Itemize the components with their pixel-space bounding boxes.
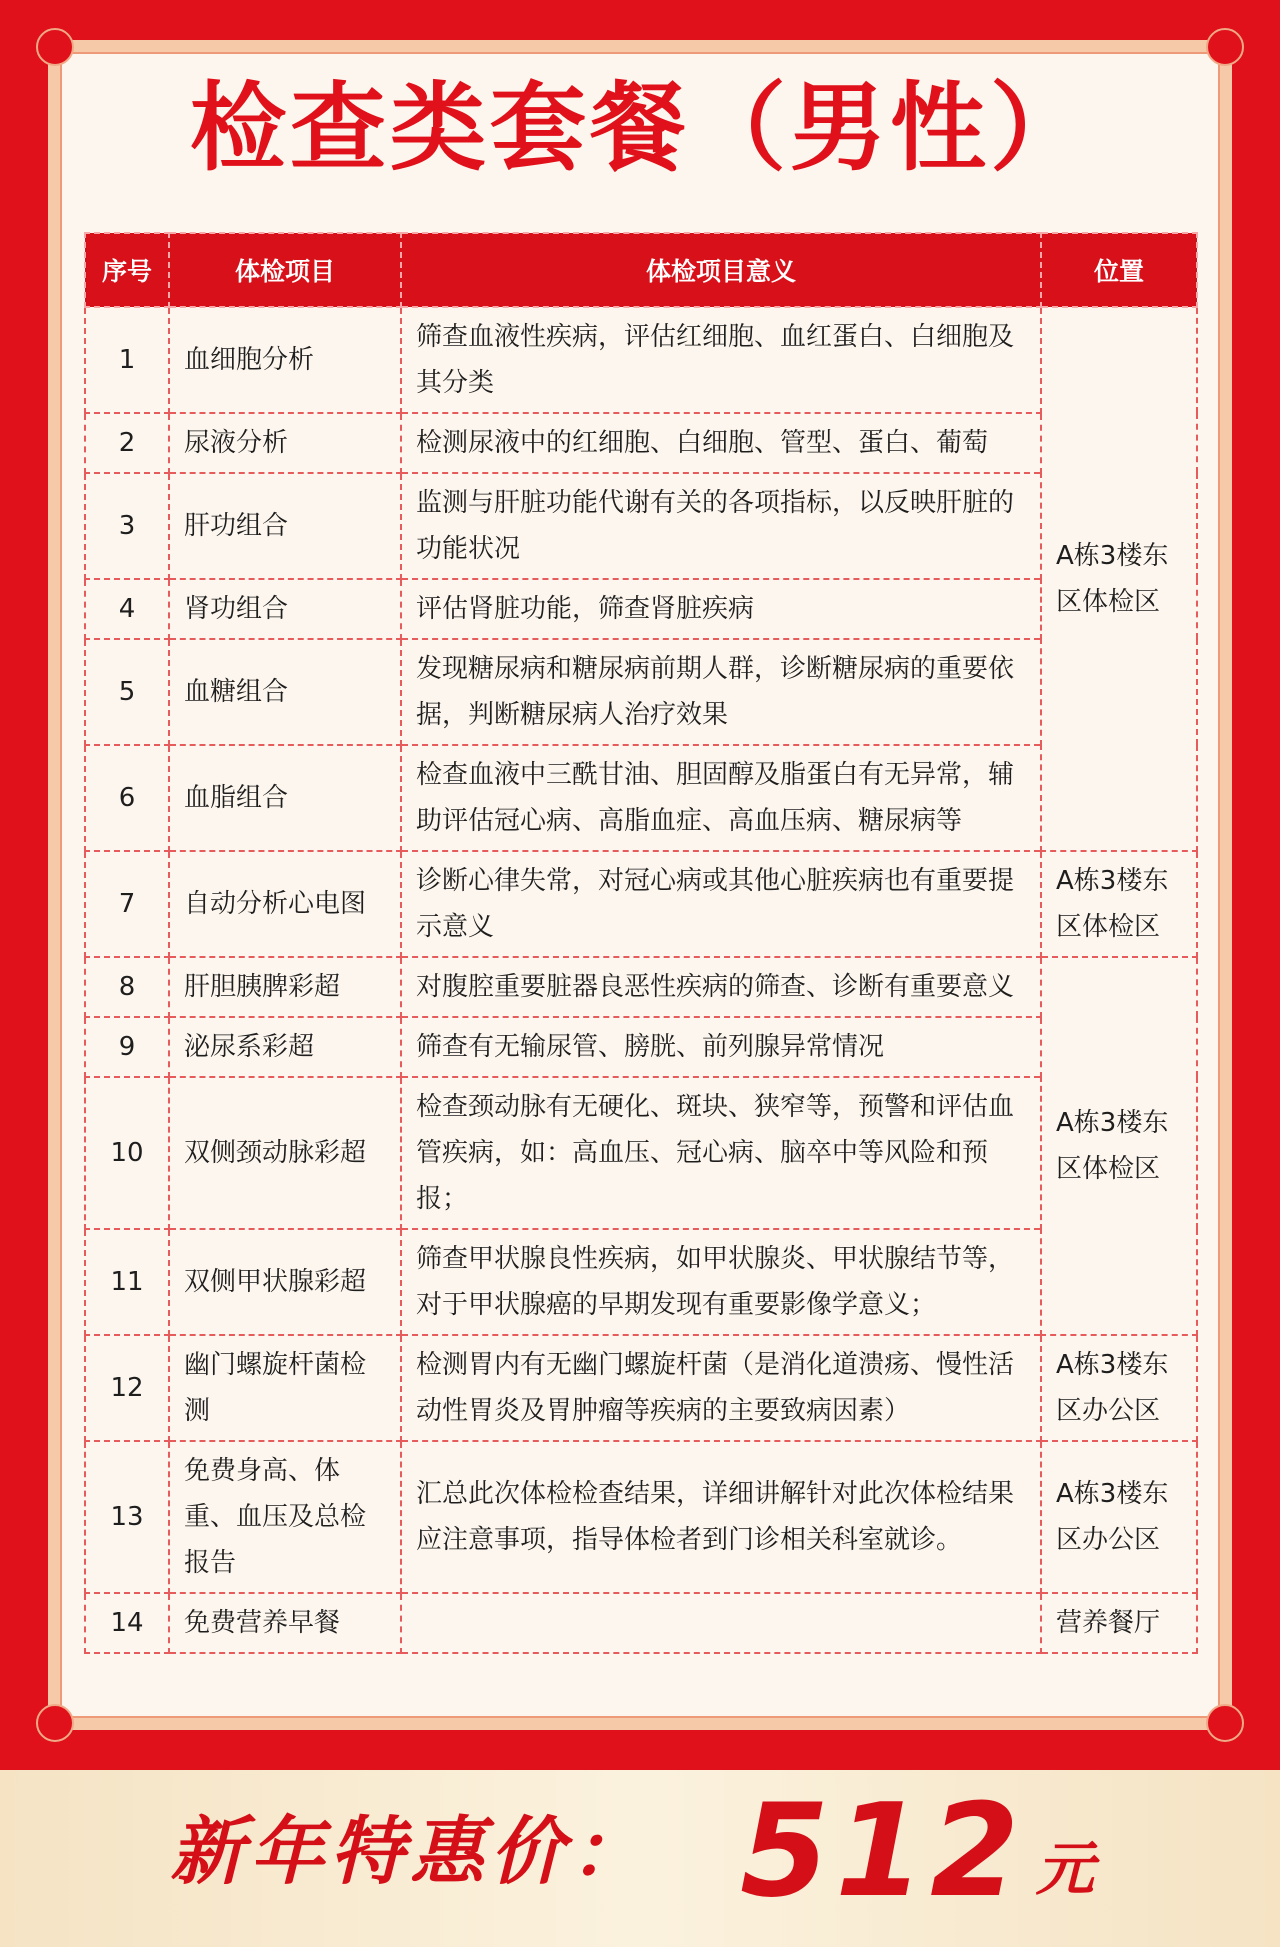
row-location: A栋3楼东区体检区	[1041, 307, 1197, 851]
row-meaning: 诊断心律失常，对冠心病或其他心脏疾病也有重要提示意义	[401, 851, 1041, 957]
price-unit: 元	[1036, 1835, 1095, 1903]
table-row	[85, 307, 1197, 413]
row-item: 肾功组合	[169, 579, 401, 639]
row-meaning: 汇总此次体检检查结果，详细讲解针对此次体检结果应注意事项，指导体检者到门诊相关科室就诊。	[401, 1441, 1041, 1593]
row-location: 营养餐厅	[1041, 1593, 1197, 1653]
row-item: 免费身高、体重、血压及总检报告	[169, 1441, 401, 1593]
row-meaning: 检查血液中三酰甘油、胆固醇及脂蛋白有无异常，辅助评估冠心病、高脂血症、高血压病、糖尿病等	[401, 745, 1041, 851]
corner-ornament	[36, 28, 74, 66]
row-location: A栋3楼东区办公区	[1041, 1335, 1197, 1441]
table-row	[85, 413, 1197, 473]
row-meaning: 筛查有无输尿管、膀胱、前列腺异常情况	[401, 1017, 1041, 1077]
row-num: 11	[85, 1229, 169, 1335]
row-item: 泌尿系彩超	[169, 1017, 401, 1077]
row-item: 血脂组合	[169, 745, 401, 851]
row-num: 8	[85, 957, 169, 1017]
corner-ornament	[1206, 1704, 1244, 1742]
table-row	[85, 745, 1197, 851]
row-num: 10	[85, 1077, 169, 1229]
row-num: 7	[85, 851, 169, 957]
table-row	[85, 473, 1197, 579]
table-row	[85, 851, 1197, 957]
row-item: 肝功组合	[169, 473, 401, 579]
table-row	[85, 1017, 1197, 1077]
row-meaning: 评估肾脏功能，筛查肾脏疾病	[401, 579, 1041, 639]
table-row	[85, 1335, 1197, 1441]
row-meaning: 检测尿液中的红细胞、白细胞、管型、蛋白、葡萄	[401, 413, 1041, 473]
corner-ornament	[36, 1704, 74, 1742]
row-num: 1	[85, 307, 169, 413]
row-meaning: 检查颈动脉有无硬化、斑块、狭窄等，预警和评估血管疾病，如：高血压、冠心病、脑卒中等风险和预报；	[401, 1077, 1041, 1229]
row-num: 5	[85, 639, 169, 745]
price-value: 512	[740, 1777, 1026, 1926]
table-header-row	[85, 233, 1197, 307]
page-title: 检查类套餐（男性）	[190, 72, 1090, 184]
row-item: 双侧甲状腺彩超	[169, 1229, 401, 1335]
row-num: 4	[85, 579, 169, 639]
row-meaning: 筛查甲状腺良性疾病，如甲状腺炎、甲状腺结节等，对于甲状腺癌的早期发现有重要影像学意义；	[401, 1229, 1041, 1335]
row-num: 6	[85, 745, 169, 851]
row-location: A栋3楼东区体检区	[1041, 957, 1197, 1335]
table-row	[85, 957, 1197, 1017]
table-row	[85, 639, 1197, 745]
header-meaning: 体检项目意义	[401, 233, 1041, 307]
row-item: 血细胞分析	[169, 307, 401, 413]
table-row	[85, 1441, 1197, 1593]
row-item: 血糖组合	[169, 639, 401, 745]
row-meaning	[401, 1593, 1041, 1653]
row-num: 14	[85, 1593, 169, 1653]
table-row	[85, 1593, 1197, 1653]
row-meaning: 发现糖尿病和糖尿病前期人群，诊断糖尿病的重要依据，判断糖尿病人治疗效果	[401, 639, 1041, 745]
row-location: A栋3楼东区办公区	[1041, 1441, 1197, 1593]
table-row	[85, 579, 1197, 639]
row-num: 3	[85, 473, 169, 579]
price-label: 新年特惠价：	[170, 1809, 650, 1895]
row-item: 免费营养早餐	[169, 1593, 401, 1653]
row-item: 肝胆胰脾彩超	[169, 957, 401, 1017]
row-meaning: 筛查血液性疾病，评估红细胞、血红蛋白、白细胞及其分类	[401, 307, 1041, 413]
row-meaning: 检测胃内有无幽门螺旋杆菌（是消化道溃疡、慢性活动性胃炎及胃肿瘤等疾病的主要致病因素）	[401, 1335, 1041, 1441]
header-item: 体检项目	[169, 233, 401, 307]
row-item: 双侧颈动脉彩超	[169, 1077, 401, 1229]
row-item: 幽门螺旋杆菌检测	[169, 1335, 401, 1441]
row-num: 2	[85, 413, 169, 473]
row-location: A栋3楼东区体检区	[1041, 851, 1197, 957]
row-item: 自动分析心电图	[169, 851, 401, 957]
header-num: 序号	[85, 233, 169, 307]
corner-ornament	[1206, 28, 1244, 66]
package-table	[84, 232, 1198, 1654]
row-num: 9	[85, 1017, 169, 1077]
row-meaning: 监测与肝脏功能代谢有关的各项指标，以反映肝脏的功能状况	[401, 473, 1041, 579]
row-num: 12	[85, 1335, 169, 1441]
table-row	[85, 1229, 1197, 1335]
row-num: 13	[85, 1441, 169, 1593]
row-item: 尿液分析	[169, 413, 401, 473]
header-location: 位置	[1041, 233, 1197, 307]
row-meaning: 对腹腔重要脏器良恶性疾病的筛查、诊断有重要意义	[401, 957, 1041, 1017]
table-row	[85, 1077, 1197, 1229]
